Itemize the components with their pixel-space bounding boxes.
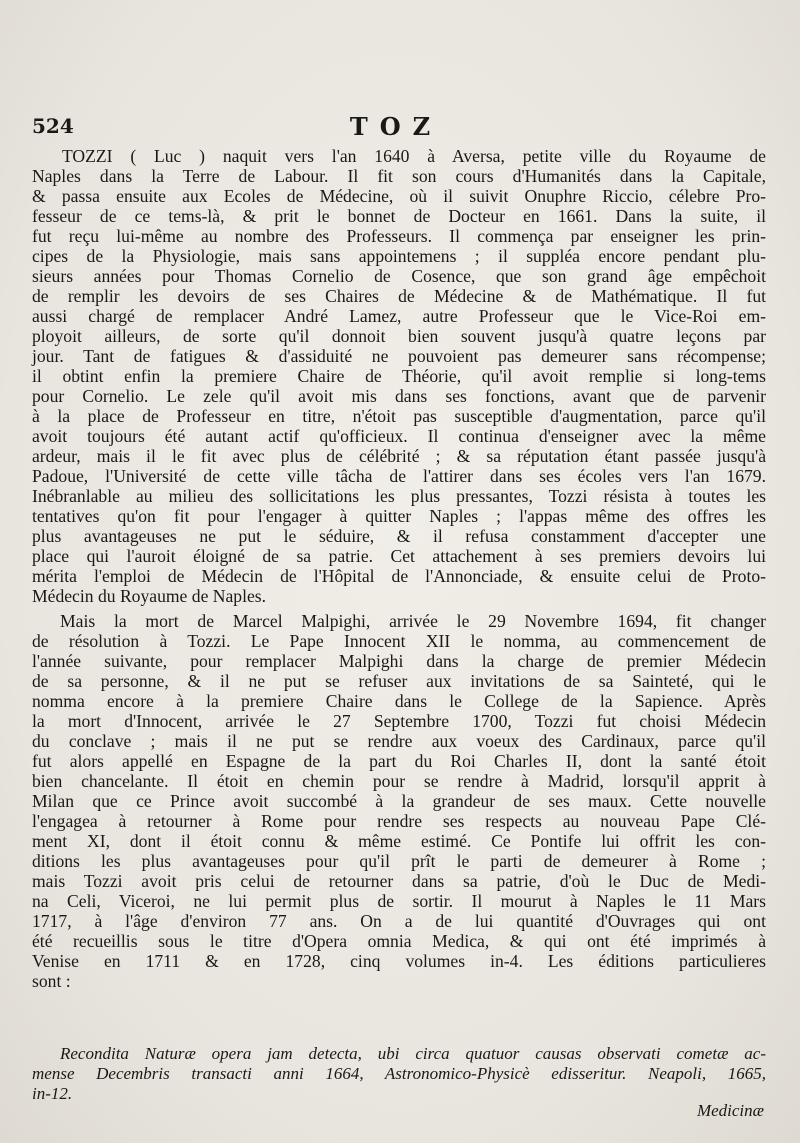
paragraph1-line: plus avantageuses ne put le séduire, & il refusa constamment d'accepter une — [32, 526, 766, 546]
paragraph-2 — [32, 611, 766, 991]
paragraph1-line: mérita l'emploi de Médecin de l'Hôpital de l'Annonciade, & ensuite celui de Proto- — [32, 566, 766, 586]
paragraph1-line: ployoit ailleurs, de sorte qu'il donnoit bien souvent jusqu'à quatre leçons par — [32, 326, 766, 346]
paragraph2-line: na Celi, Viceroi, ne lui permit plus de sortir. Il mourut à Naples le 11 Mars — [32, 891, 766, 911]
paragraph2-line: ment XI, dont il étoit connu & même estimé. Ce Pontife lui offrit les con- — [32, 831, 766, 851]
paragraph1-line: avoit toujours été autant actif qu'officieux. Il continua d'enseigner avec la même — [32, 426, 766, 446]
citations-line: mense Decembris transacti anni 1664, Astronomico-Physicè edisseritur. Neapoli, 1665, — [32, 1064, 766, 1083]
page-header — [32, 112, 760, 142]
paragraph1-line: il obtint enfin la premiere Chaire de Théorie, qu'il avoit remplie si long-tems — [32, 366, 766, 386]
paragraph1-line: jour. Tant de fatigues & d'assiduité ne pouvoient pas demeurer sans récompense; — [32, 346, 766, 366]
paragraph2-line: l'engagea à retourner à Rome pour rendre ses respects au nouveau Pape Clé- — [32, 811, 766, 831]
paragraph1-line: fesseur de ce tems-là, & prit le bonnet de Docteur en 1661. Dans la suite, il — [32, 206, 766, 226]
paragraph1-line: Médecin du Royaume de Naples. — [32, 586, 267, 606]
paragraph2-line: mais Tozzi avoit pris celui de retourner dans sa patrie, d'où le Duc de Medi- — [32, 871, 766, 891]
paragraph1-line: pour Cornelio. Le zele qu'il avoit mis dans ses fonctions, avant que de parvenir — [32, 386, 766, 406]
paragraph1-line: aussi chargé de remplacer André Lamez, autre Professeur que le Vice-Roi em- — [32, 306, 766, 326]
paragraph-1 — [32, 146, 766, 606]
paragraph1-line: place qui l'auroit éloigné de sa patrie. Cet attachement à ses premiers devoirs lui — [32, 546, 766, 566]
paragraph1-line: Padoue, l'Université de cette ville tâcha de l'attirer dans ses écoles vers l'an 1679. — [32, 466, 766, 486]
running-head: TOZ — [349, 112, 443, 141]
paragraph1-line: cipes de la Physiologie, mais sans appointemens ; il suppléa encore pendant plu- — [32, 246, 766, 266]
paragraph2-line: sont : — [32, 971, 71, 991]
paragraph2-line: la mort d'Innocent, arrivée le 27 Septembre 1700, Tozzi fut choisi Médecin — [32, 711, 766, 731]
paragraph2-line: de sa personne, & il ne put se refuser aux invitations de sa Sainteté, qui le — [32, 671, 766, 691]
paragraph2-line: Venise en 1711 & en 1728, cinq volumes in-4. Les éditions particulieres — [32, 951, 766, 971]
paragraph2-line: l'année suivante, pour remplacer Malpighi dans la charge de premier Médecin — [32, 651, 766, 671]
paragraph2-line: du conclave ; mais il ne put se rendre aux voeux des Cardinaux, parce qu'il — [32, 731, 766, 751]
catchword: Medicinæ — [696, 1101, 764, 1120]
paragraph1-line: Naples dans la Terre de Labour. Il fit son cours d'Humanités dans la Capitale, — [32, 166, 766, 186]
paragraph2-line: 1717, à l'âge d'environ 77 ans. On a de lui quantité d'Ouvrages qui ont — [32, 911, 766, 931]
paragraph1-line: sieurs années pour Thomas Cornelio de Cosence, que son grand âge empêchoit — [32, 266, 766, 286]
paragraph1-line: à la place de Professeur en titre, n'étoit pas susceptible d'augmentation, parce qu'il — [32, 406, 766, 426]
paragraph2-line: Milan que ce Prince avoit succombé à la grandeur de ses maux. Cette nouvelle — [32, 791, 766, 811]
paragraph2-line: fut alors appellé en Espagne de la part du Roi Charles II, dont la santé étoit — [32, 751, 766, 771]
paragraph2-line: de résolution à Tozzi. Le Pape Innocent XII le nomma, au commencement de — [32, 631, 766, 651]
paragraph1-line: fut reçu lui-même au nombre des Professeurs. Il commença par enseigner les prin- — [32, 226, 766, 246]
paragraph1-line: TOZZI ( Luc ) naquit vers l'an 1640 à Aversa, petite ville du Royaume de — [62, 146, 766, 166]
paragraph1-line: Inébranlable au milieu des sollicitations les plus pressantes, Tozzi résista à toutes les — [32, 486, 766, 506]
paragraph1-line: & passa ensuite aux Ecoles de Médecine, où il suivit Onuphre Riccio, célebre Pro- — [32, 186, 766, 206]
paragraph2-line: Mais la mort de Marcel Malpighi, arrivée le 29 Novembre 1694, fit changer — [60, 611, 766, 631]
paragraph1-line: ardeur, mais il le fit avec plus de célébrité ; & sa réputation étant passée jusqu'à — [32, 446, 766, 466]
paragraph2-line: été recueillis sous le titre d'Opera omnia Medica, & qui ont été imprimés à — [32, 931, 766, 951]
paragraph2-line: ditions les plus avantageuses pour qu'il prît le parti de demeurer à Rome ; — [32, 851, 766, 871]
citations-line: Recondita Naturæ opera jam detecta, ubi circa quatuor causas observati cometæ ac- — [60, 1044, 766, 1063]
paragraph2-line: bien chancelante. Il étoit en chemin pour se rendre à Madrid, lorsqu'il apprit à — [32, 771, 766, 791]
paragraph1-line: tentatives qu'on fit pour l'engager à quitter Naples ; l'appas même des offres les — [32, 506, 766, 526]
bibliography-citations — [32, 1044, 766, 1104]
citations-line: in-12. — [32, 1084, 73, 1103]
paragraph1-line: de remplir les devoirs de ses Chaires de Médecine & de Mathématique. Il fut — [32, 286, 766, 306]
paragraph2-line: nomma encore à la premiere Chaire dans le College de la Sapience. Après — [32, 691, 766, 711]
article-body — [32, 146, 766, 991]
page-number: 524 — [32, 114, 74, 138]
